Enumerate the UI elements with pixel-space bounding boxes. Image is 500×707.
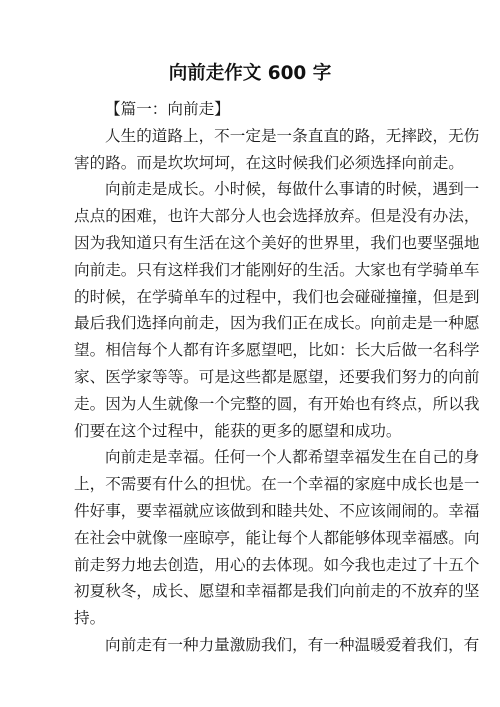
paragraph-2-line-8: 家、医学家等等。可是这些都是愿望，还要我们努力的向前 — [74, 367, 480, 386]
paragraph-4-line-1: 向前走有一种力量激励我们，有一种温暖爱着我们，有 — [105, 635, 480, 654]
paragraph-3-line-5: 前走努力地去创造，用心的去体现。如今我也走过了十五个 — [74, 555, 480, 574]
paragraph-2-line-3: 因为我知道只有生活在这个美好的世界里，我们也要坚强地 — [74, 233, 480, 252]
section-heading: 【篇一：向前走】 — [105, 100, 230, 118]
paragraph-2-line-4: 向前走。只有这样我们才能刚好的生活。大家也有学骑单车 — [74, 260, 480, 279]
document-title: 向前走作文 600 字 — [168, 63, 332, 84]
paragraph-2-line-1: 向前走是成长。小时候，每做什么事请的时候，遇到一 — [105, 180, 480, 199]
paragraph-3-line-1: 向前走是幸福。任何一个人都希望幸福发生在自己的身 — [105, 448, 480, 467]
paragraph-2-line-9: 走。因为人生就像一个完整的圆，有开始也有终点，所以我 — [74, 394, 480, 413]
paragraph-3-line-3: 件好事，要幸福就应该做到和睦共处、不应该闹闹的。幸福 — [74, 501, 480, 520]
document-body — [74, 96, 480, 659]
paragraph-1-line-1: 人生的道路上，不一定是一条直直的路，无摔跤，无伤 — [105, 126, 480, 145]
paragraph-3-line-6: 初夏秋冬，成长、愿望和幸福都是我们向前走的不放弃的坚 — [74, 582, 480, 601]
paragraph-3-line-2: 上，不需要有什么的担忧。在一个幸福的家庭中成长也是一 — [74, 475, 480, 494]
paragraph-2-line-10: 们要在这个过程中，能获的更多的愿望和成功。 — [74, 421, 402, 440]
paragraph-1-line-2: 害的路。而是坎坎坷坷，在这时候我们必须选择向前走。 — [74, 153, 464, 172]
paragraph-3-line-7: 持。 — [74, 609, 106, 628]
paragraph-2-line-6: 最后我们选择向前走，因为我们正在成长。向前走是一种愿 — [74, 314, 480, 333]
paragraph-2-line-5: 的时候，在学骑单车的过程中，我们也会碰碰撞撞，但是到 — [74, 287, 480, 306]
paragraph-2-line-7: 望。相信每个人都有许多愿望吧，比如：长大后做一名科学 — [74, 341, 480, 360]
paragraph-3-line-4: 在社会中就像一座晾亭，能让每个人都能够体现幸福感。向 — [74, 528, 480, 547]
paragraph-2-line-2: 点点的困难，也许大部分人也会选择放弃。但是没有办法， — [74, 207, 480, 226]
